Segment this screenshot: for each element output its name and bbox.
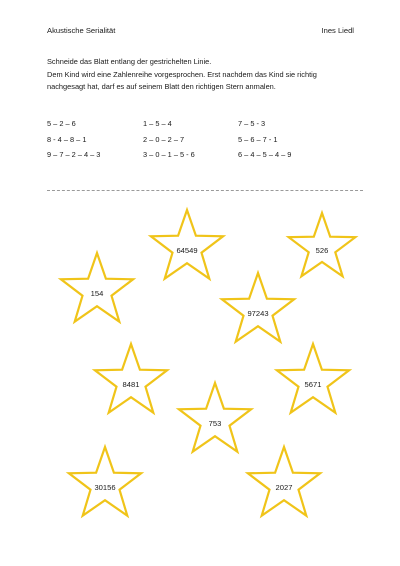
sequence-item: 5 – 2 – 6 [47,119,76,128]
star-label: 753 [208,419,222,428]
star-8481[interactable] [95,344,167,413]
star-label: 5671 [304,380,322,389]
instruction-line: Dem Kind wird eine Zahlenreihe vorgesprochen. Erst nachdem das Kind sie richtig [47,69,317,79]
sequence-item: 7 – 5 - 3 [238,119,266,128]
star-icon [61,253,133,322]
star-154[interactable] [61,253,133,322]
star-526[interactable] [289,213,356,276]
sequence-item: 5 – 6 – 7 - 1 [238,134,278,144]
star-label: 64549 [176,246,198,255]
star-icon [69,447,141,516]
sequence-item: 6 – 4 – 5 – 4 – 9 [238,150,292,159]
star-30156[interactable] [69,447,141,516]
instruction-line: nachgesagt hat, darf es auf seinem Blatt den richtigen Stern anmalen. [47,82,276,91]
star-5671[interactable] [277,344,349,413]
star-icon [151,210,223,279]
star-label: 2027 [275,483,293,492]
sequence-item: 3 – 0 – 1 – 5 - 6 [143,150,195,159]
star-icon [277,344,349,413]
sequence-item: 8 - 4 – 8 – 1 [47,134,87,144]
star-753[interactable] [179,383,251,452]
star-label: 526 [315,246,329,255]
sequence-item: 9 – 7 – 2 – 4 – 3 [47,150,101,159]
star-label: 30156 [94,483,116,492]
star-icon [222,273,294,342]
star-label: 8481 [122,380,140,389]
star-label: 154 [90,289,104,298]
star-64549[interactable] [151,210,223,279]
author-name: Ines Liedl [321,26,354,35]
star-icon [289,213,356,276]
star-97243[interactable] [222,273,294,342]
instruction-line: Schneide das Blatt entlang der gestrichelten Linie. [47,57,212,66]
star-label: 97243 [247,309,269,318]
star-icon [248,447,320,516]
star-icon [95,344,167,413]
star-icon [179,383,251,452]
worksheet-title: Akustische Serialität [47,26,116,35]
star-2027[interactable] [248,447,320,516]
sequence-item: 2 – 0 – 2 – 7 [143,134,185,144]
sequence-item: 1 – 5 – 4 [143,119,172,128]
